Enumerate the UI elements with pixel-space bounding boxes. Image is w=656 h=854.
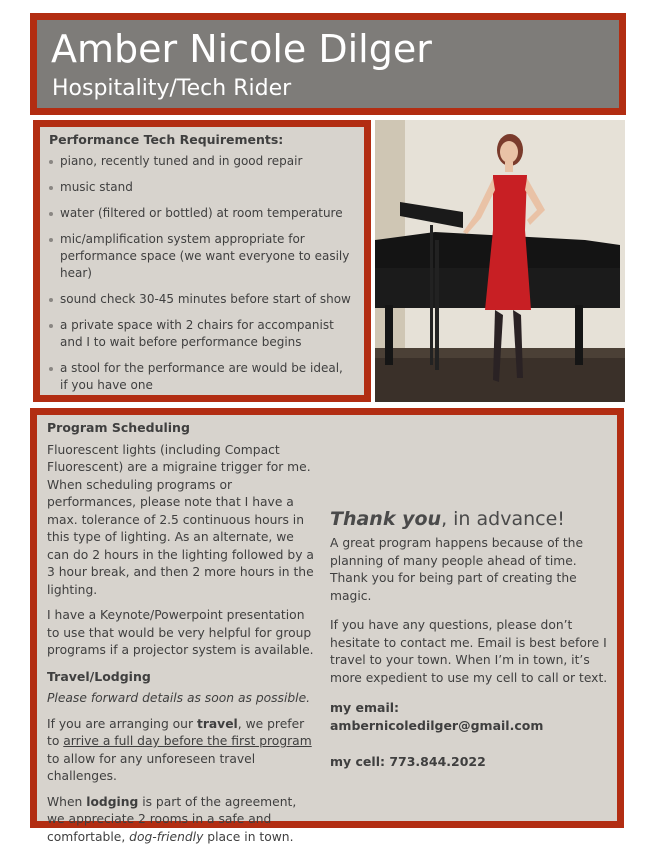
performer-photo: [375, 120, 625, 402]
document-subtitle: Hospitality/Tech Rider: [52, 76, 292, 101]
details-panel: [30, 408, 624, 844]
list-item: mic/amplification system appropriate for performance space (we want everyone to easily hear): [49, 231, 354, 282]
travel-note: Please forward details as soon as possible.: [47, 691, 311, 705]
travel-paragraph: If you are arranging our travel, we prefer to arrive a full day before the first program to allow for any unforeseen travel challenges.: [47, 716, 312, 783]
list-item: sound check 30-45 minutes before start of show: [49, 291, 354, 308]
list-item: a private space with 2 chairs for accompanist and I to wait before performance begins: [49, 317, 354, 351]
list-item: music stand: [49, 179, 354, 196]
performer-name: Amber Nicole Dilger: [51, 27, 432, 71]
lighting-paragraph: Fluorescent lights (including Compact Fluorescent) are a migraine trigger for me. When scheduling programs or performances, please note that I have a max. tolerance of 2.5 continuous hours in this type of lighting. As an alternate, we can do 2 hours in the lighting followed by a 3 hour break, and then 2 more hours in the lighting.: [47, 442, 314, 597]
contact-paragraph: If you have any questions, please don’t hesitate to contact me. Email is best before I travel to your town. When I’m in town, it’s more expedient to use my cell to call or text.: [330, 618, 608, 685]
cell-contact: my cell: 773.844.2022: [330, 754, 486, 769]
scheduling-column: [47, 419, 315, 854]
email-contact: my email: ambernicoledilger@gmail.com: [330, 700, 544, 733]
program-scheduling-heading: Program Scheduling: [47, 420, 190, 435]
lodging-paragraph: When lodging is part of the agreement, we appreciate 2 rooms in a safe and comfortable, dog-friendly place in town.: [47, 794, 297, 844]
thank-you-heading: Thank you, in advance!: [330, 508, 565, 530]
tech-requirements-panel: [33, 120, 371, 402]
travel-lodging-heading: Travel/Lodging: [47, 668, 151, 684]
tech-requirements-heading: Performance Tech Requirements:: [49, 132, 284, 147]
performer-photo-illustration: [375, 120, 625, 402]
list-item: piano, recently tuned and in good repair: [49, 153, 354, 170]
presentation-paragraph: I have a Keynote/Powerpoint presentation to use that would be very helpful for group programs if a projector system is available.: [47, 608, 314, 657]
thanks-column: [330, 507, 614, 790]
planning-paragraph: A great program happens because of the planning of many people ahead of time. Thank you for being part of creating the magic.: [330, 536, 584, 603]
title-banner: [30, 13, 626, 115]
list-item: a stool for the performance are would be ideal, if you have one: [49, 360, 354, 394]
list-item: water (filtered or bottled) at room temperature: [49, 205, 354, 222]
tech-requirements-list: [49, 153, 354, 403]
